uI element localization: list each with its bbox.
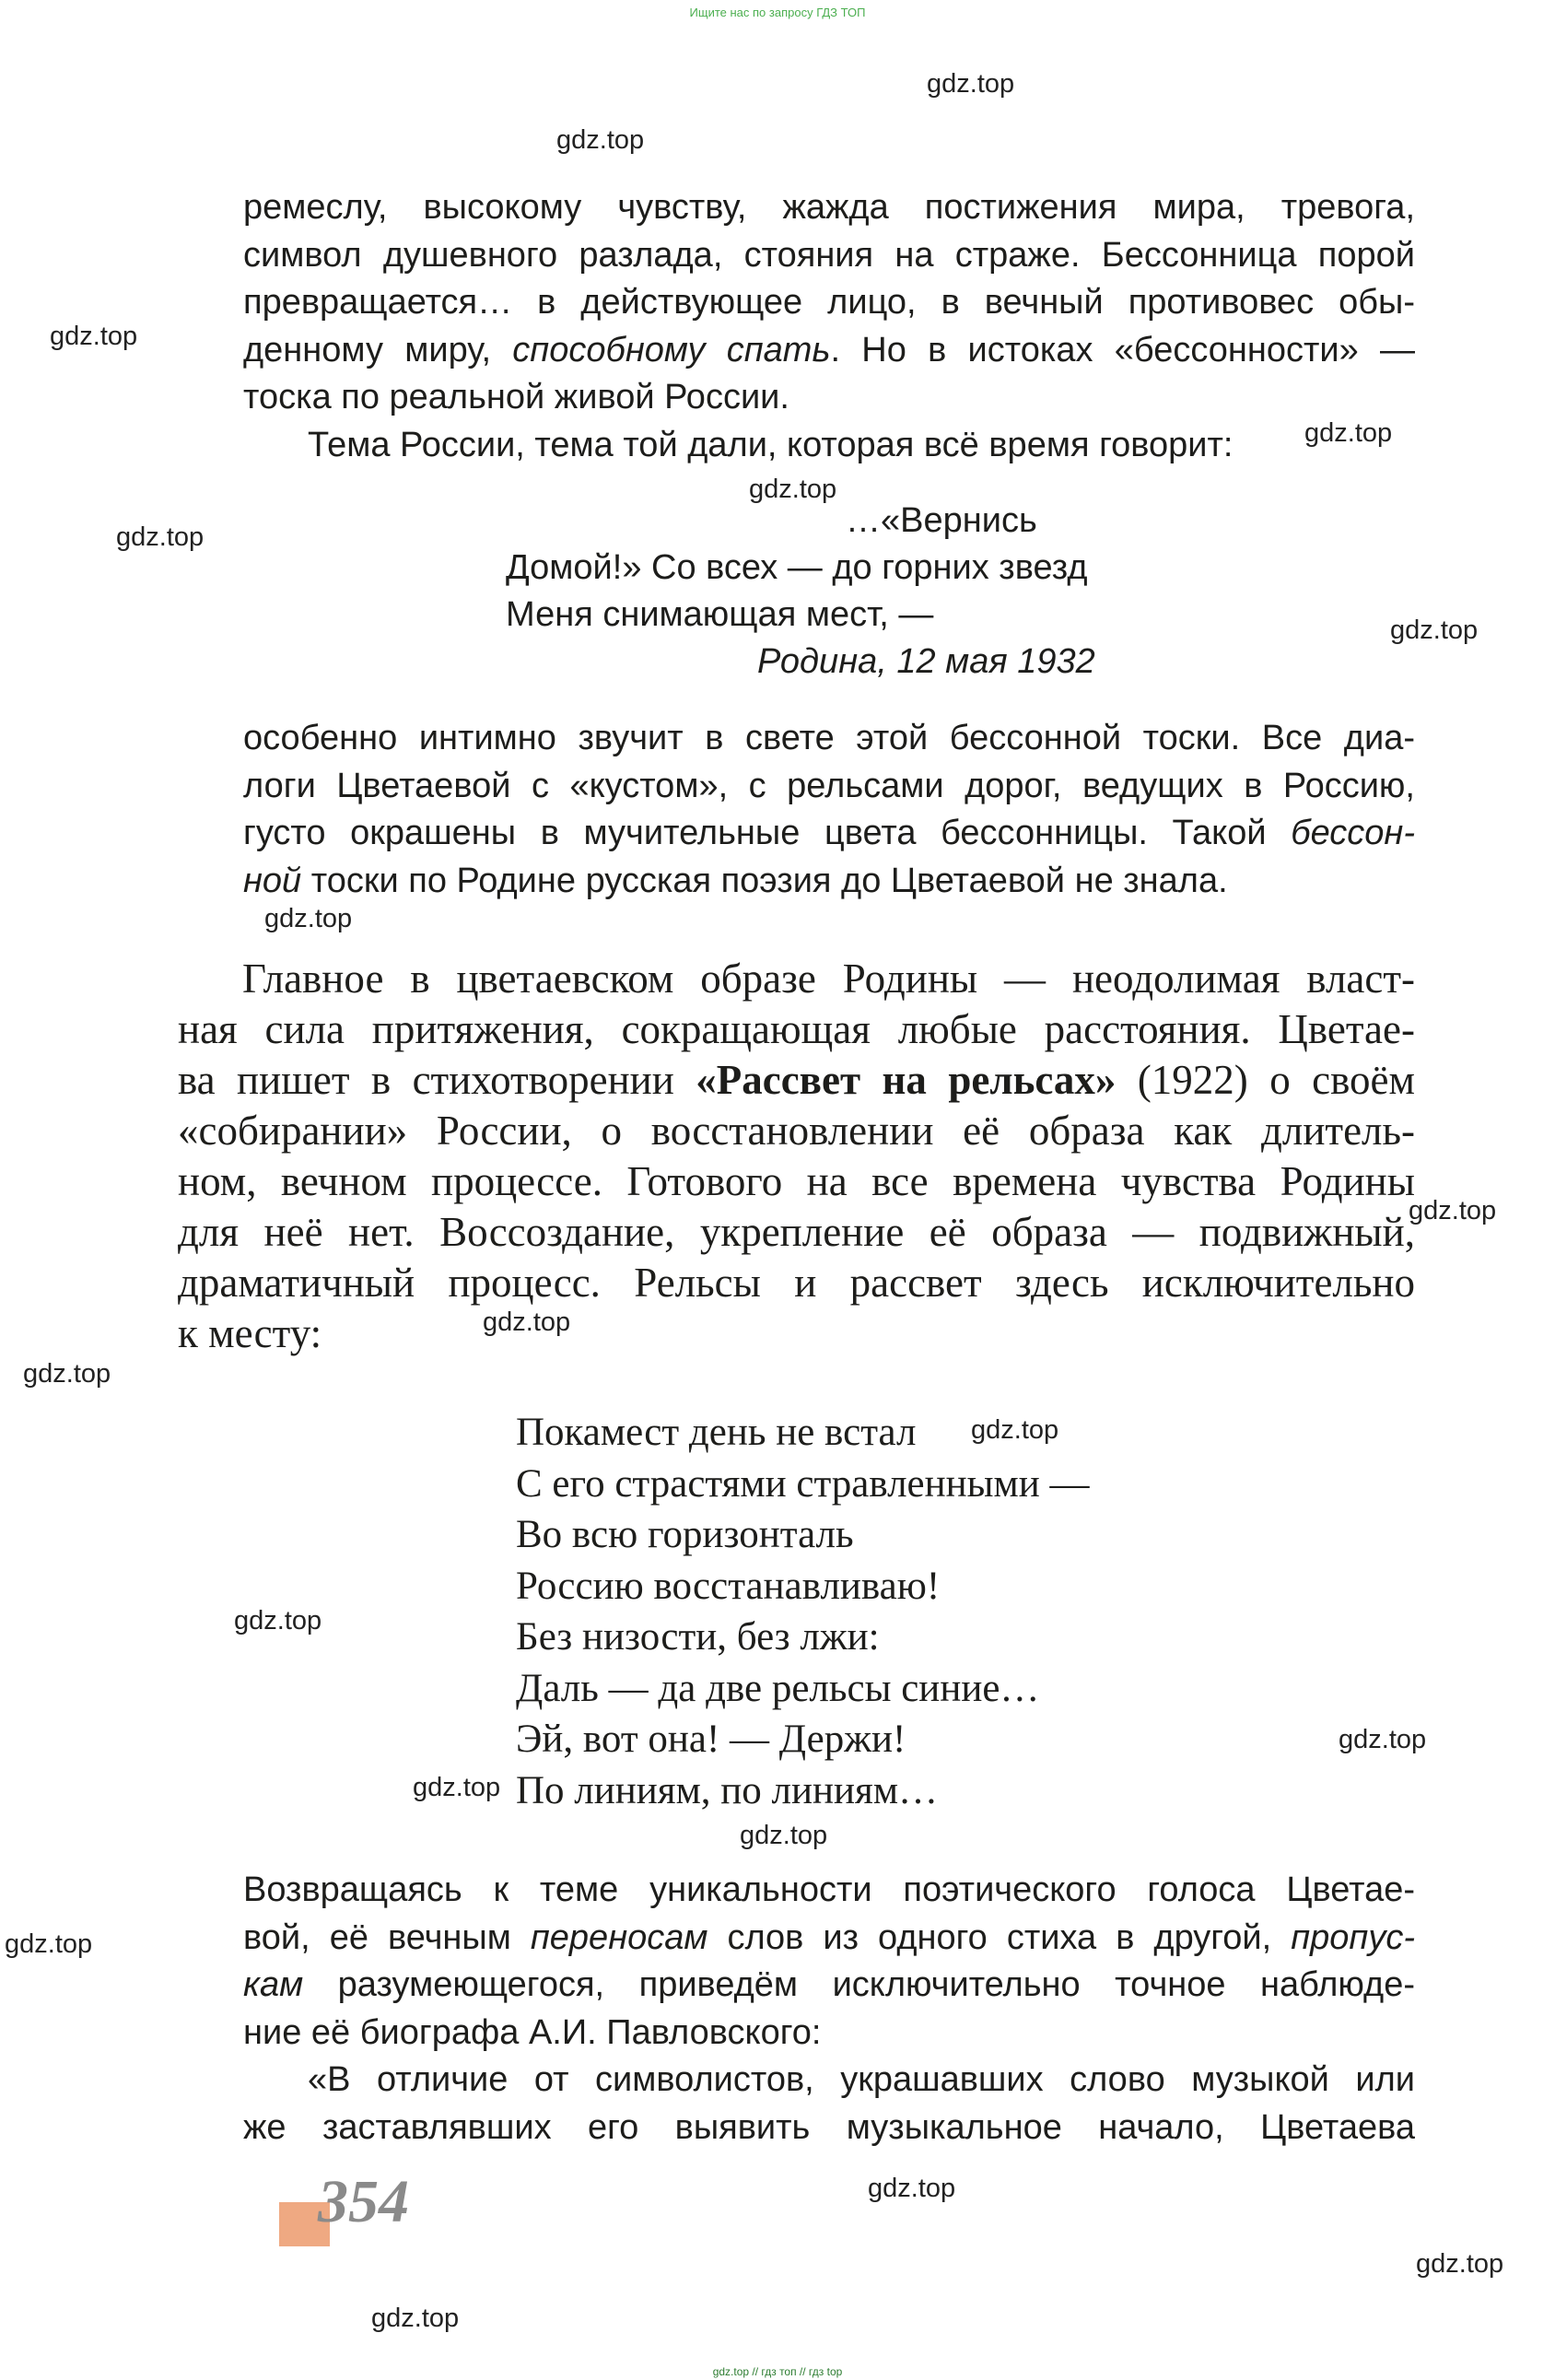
watermark: gdz.top <box>1304 418 1393 448</box>
watermark: gdz.top <box>234 1606 322 1636</box>
poem-line: Во всю горизонталь <box>516 1513 854 1556</box>
text-line: кам разумеющегося, приведём исключительно точное наблюде- <box>243 1965 1415 2004</box>
watermark: gdz.top <box>5 1929 93 1959</box>
watermark: gdz.top <box>264 904 353 933</box>
text-line: ная сила притяжения, сокращающая любые расстояния. Цветае- <box>178 1006 1415 1052</box>
watermark: gdz.top <box>1416 2249 1504 2279</box>
poem-line: Без низости, без лжи: <box>516 1615 880 1659</box>
watermark: gdz.top <box>740 1821 828 1850</box>
quote-line: Домой!» Со всех — до горних звезд <box>506 548 1088 587</box>
text-line: денному миру, способному спать. Но в истоках «бессонности» — <box>243 330 1416 369</box>
watermark: gdz.top <box>556 125 645 155</box>
poem-line: Эй, вот она! — Держи! <box>516 1718 906 1761</box>
text-line: ном, вечном процессе. Готового на все времена чувства Родины <box>178 1158 1415 1204</box>
text-line: логи Цветаевой с «кустом», с рельсами дорог, ведущих в Россию, <box>243 766 1415 805</box>
poem-line: С его страстями стравленными — <box>516 1461 1090 1506</box>
text-line: для неё нет. Воссоздание, укрепление её образа — подвижный, <box>178 1209 1415 1255</box>
text-line: к месту: <box>178 1310 322 1356</box>
poem-line: По линиям, по линиям… <box>516 1768 939 1812</box>
text-line: символ душевного разлада, стояния на страже. Бессонница порой <box>243 235 1415 275</box>
poem-title: «Рассвет на рельсах» <box>696 1057 1117 1103</box>
watermark: gdz.top <box>23 1359 111 1389</box>
paragraph-4 <box>178 954 1415 1359</box>
watermark: gdz.top <box>1409 1196 1497 1225</box>
text-line: Главное в цветаевском образе Родины — неодолимая власт- <box>242 956 1415 1002</box>
text-line: ной тоски по Родине русская поэзия до Цветаевой не знала. <box>243 861 1228 900</box>
paragraph-2: Тема России, тема той дали, которая всё время говорит: <box>308 426 1233 464</box>
text-line: «В отличие от символистов, украшавших слово музыкой или <box>308 2060 1415 2099</box>
paragraph-3 <box>243 715 1415 905</box>
watermark: gdz.top <box>1339 1725 1427 1754</box>
paragraph-5 <box>243 1867 1415 2057</box>
page-number: 354 <box>318 2168 409 2235</box>
top-banner[interactable]: Ищите нас по запросу ГДЗ ТОП <box>689 6 866 19</box>
text-line: особенно интимно звучит в свете этой бессонной тоски. Все диа- <box>243 719 1415 757</box>
text-line: же заставлявших его выявить музыкальное начало, Цветаева <box>243 2107 1415 2147</box>
quote-line: …«Вернись <box>846 501 1037 540</box>
watermark: gdz.top <box>927 69 1015 99</box>
poem-line: Покамест день не встал <box>516 1411 917 1454</box>
watermark: gdz.top <box>413 1773 501 1802</box>
text-line: тоска по реальной живой России. <box>243 378 789 416</box>
text-line: превращается… в действующее лицо, в вечный противовес обы- <box>243 283 1415 322</box>
watermark: gdz.top <box>371 2304 460 2333</box>
watermark: gdz.top <box>116 522 205 552</box>
paragraph-1 <box>243 184 1415 422</box>
italic-phrase: способному спать <box>512 330 831 369</box>
paragraph-6 <box>243 2057 1415 2151</box>
poem-stanza <box>516 1407 1090 1816</box>
watermark: gdz.top <box>868 2174 956 2203</box>
quote-line: Меня снимающая мест, — <box>506 595 934 634</box>
watermark: gdz.top <box>749 475 837 504</box>
poem-line: Россию восстанавливаю! <box>516 1564 941 1608</box>
text-line: ва пишет в стихотворении «Рассвет на рельсах» (1922) о своём <box>178 1057 1415 1103</box>
watermark: gdz.top <box>971 1415 1059 1445</box>
watermark: gdz.top <box>50 322 138 351</box>
text-line: вой, её вечным переносам слов из одного стиха в другой, пропус- <box>243 1917 1415 1957</box>
text-line: густо окрашены в мучительные цвета бессонницы. Такой бессон- <box>243 814 1415 852</box>
poem-line: Даль — да две рельсы синие… <box>516 1666 1040 1710</box>
text-line: ремеслу, высокому чувству, жажда постижения мира, тревога, <box>243 188 1415 227</box>
watermark: gdz.top <box>483 1307 571 1337</box>
text-line: «собирании» России, о восстановлении её образа как длитель- <box>178 1108 1415 1154</box>
text-line: драматичный процесс. Рельсы и рассвет здесь исключительно <box>178 1260 1415 1306</box>
text-line: Возвращаясь к теме уникальности поэтического голоса Цветае- <box>243 1870 1415 1909</box>
quote-source: Родина, 12 мая 1932 <box>757 642 1095 681</box>
text-line: ние её биографа А.И. Павловского: <box>243 2012 822 2052</box>
bottom-banner[interactable]: gdz.top // гдз топ // гдз top <box>712 2365 843 2378</box>
watermark: gdz.top <box>1390 616 1479 645</box>
